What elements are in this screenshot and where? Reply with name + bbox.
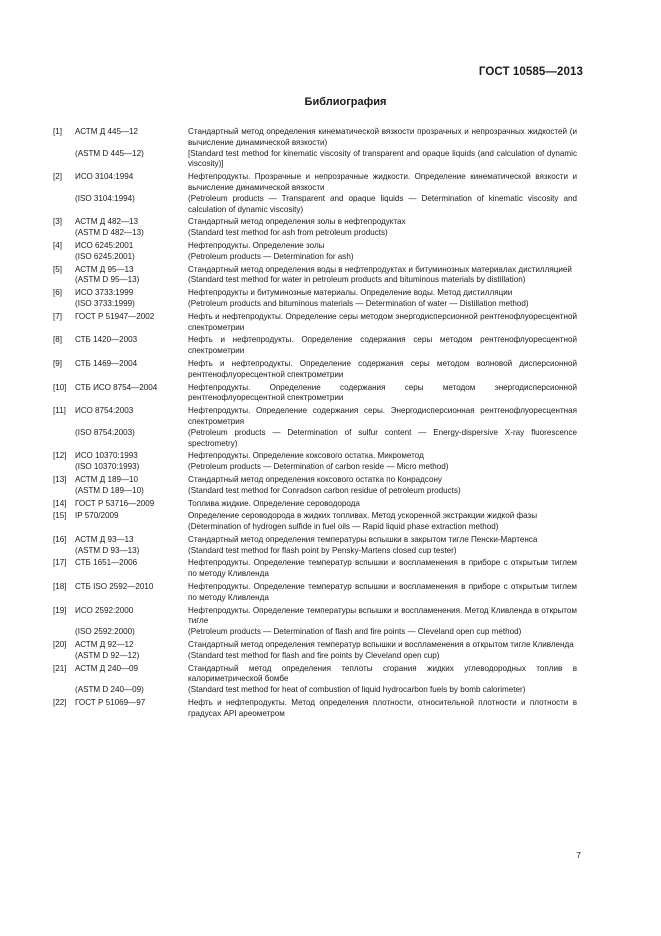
reference-title: (Standard test method for Conradson carbon residue of petroleum products) (188, 485, 461, 495)
reference-item (53, 241, 577, 263)
reference-code: (ASTM D 93—13) (75, 545, 140, 555)
reference-title: Стандартный метод определения коксового остатка по Конрадсону (188, 474, 442, 484)
page-title: Библиография (304, 96, 387, 108)
reference-title: (Petroleum products — Determination for ash) (188, 251, 354, 261)
reference-title: (Petroleum products and bituminous materials — Determination of water — Distillation method) (188, 298, 529, 308)
reference-title: Нефтепродукты и битуминозные материалы. Определение воды. Метод дистилляции (188, 288, 513, 298)
reference-code: ИСО 3104:1994 (75, 172, 134, 182)
reference-title: Определение сероводорода в жидких топливах. Метод ускоренной экстракции жидкой фазы (188, 511, 538, 521)
reference-item (53, 582, 577, 604)
reference-code: ИСО 2592:2000 (75, 605, 134, 615)
reference-code: (ISO 8754:2003) (75, 427, 135, 437)
reference-item (53, 265, 577, 287)
reference-number: [6] (53, 288, 62, 298)
reference-title: Нефть и нефтепродукты. Определение содержания серы методом рентгенофлуоресцентной спектрометрии (188, 335, 577, 356)
reference-code: СТБ ISO 2592—2010 (75, 582, 154, 592)
reference-item (53, 535, 577, 557)
reference-title: Нефтепродукты. Определение содержания серы. Энергодисперсионная рентгенофлуоресцентная спектрометрия (188, 406, 577, 426)
reference-code: ИСО 10370:1993 (75, 451, 138, 461)
reference-item (53, 499, 577, 510)
reference-title: Нефтепродукты. Определение золы (188, 240, 325, 250)
reference-item (53, 383, 577, 405)
reference-code: СТБ 1420—2003 (75, 335, 138, 345)
reference-item (53, 558, 577, 580)
reference-number: [1] (53, 127, 62, 136)
reference-code: АСТМ Д 92—12 (75, 640, 134, 650)
reference-title: (Petroleum products — Determination of flash and fire points — Cleveland open cup method) (188, 627, 522, 637)
reference-title: Стандартный метод определения температуры вспышки в закрытом тигле Пенски-Мартенса (188, 534, 538, 544)
reference-number: [14] (53, 498, 67, 508)
reference-title: (Standard test method for flash and fire points by Cleveland open cup) (188, 650, 440, 660)
reference-item (53, 606, 577, 638)
reference-code: (ASTM D 95—13) (75, 275, 140, 285)
reference-code: ИСО 6245:2001 (75, 240, 134, 250)
reference-title: Нефтепродукты. Определение температуры вспышки и воспламенения. Метод Кливленда в открытом тигле (188, 605, 577, 626)
reference-code: (ISO 3733:1999) (75, 298, 135, 308)
reference-title: Нефть и нефтепродукты. Метод определения плотности, относительной плотности и плотности в градусах API ареометром (188, 698, 577, 718)
reference-title: Топлива жидкие. Определение сероводорода (188, 498, 360, 508)
reference-number: [3] (53, 217, 62, 227)
reference-code: АСТМ Д 93—13 (75, 534, 134, 544)
reference-code: (ISO 10370:1993) (75, 462, 140, 472)
reference-item (53, 312, 577, 334)
reference-title: Нефтепродукты. Определение температур вспышки и воспламенения в приборе с открытым тиглем по методу Кливленда (188, 582, 577, 602)
reference-item (53, 640, 577, 662)
reference-title: (Determination of hydrogen sulfide in fuel oils — Rapid liquid phase extraction method) (188, 522, 499, 532)
reference-item (53, 511, 577, 533)
page-number: 7 (576, 850, 581, 860)
reference-code: ГОСТ Р 51069—97 (75, 698, 146, 708)
reference-code: СТБ ИСО 8754—2004 (75, 382, 158, 392)
reference-number: [13] (53, 474, 67, 484)
reference-item (53, 451, 577, 473)
reference-title: Нефтепродукты. Определение температур вспышки и воспламенения в приборе с открытым тиглем по методу Кливленда (188, 558, 577, 579)
reference-code: (ISO 6245:2001) (75, 251, 135, 261)
reference-title: Нефтепродукты. Определение коксового остатка. Микрометод (188, 451, 424, 461)
reference-number: [20] (53, 640, 67, 650)
reference-code: АСТМ Д 95—13 (75, 264, 134, 274)
reference-title: (Standard test method for heat of combustion of liquid hydrocarbon fuels by bomb calorimeter) (188, 685, 526, 695)
reference-item (53, 217, 577, 239)
reference-title: (Standard test method for flash point by Pensky-Martens closed cup tester) (188, 545, 457, 555)
reference-title: (Petroleum products — Transparent and opaque liquids — Determination of kinematic viscosity and calculation of dynamic viscosity) (188, 193, 577, 214)
reference-code: (ASTM D 445—12) (75, 148, 144, 158)
reference-item (53, 288, 577, 310)
reference-number: [12] (53, 451, 67, 461)
reference-number: [8] (53, 335, 62, 345)
reference-number: [21] (53, 663, 67, 673)
reference-title: Стандартный метод определения воды в нефтепродуктах и битуминозных материалах дистилляцией (188, 264, 572, 274)
reference-code: ИСО 8754:2003 (75, 406, 134, 416)
reference-title: Стандартный метод определения теплоты сгорания жидких углеводородных топлив в калориметрической бомбе (188, 663, 577, 684)
reference-item (53, 664, 577, 696)
reference-title: Нефтепродукты. Прозрачные и непрозрачные жидкости. Определение кинематической вязкости и вычисление динамической вязкости (188, 172, 577, 192)
reference-item (53, 475, 577, 497)
reference-number: [10] (53, 382, 67, 392)
reference-item (53, 172, 577, 215)
reference-code: ИСО 3733:1999 (75, 288, 134, 298)
reference-title: (Standard test method for water in petroleum products and bituminous materials by distillation) (188, 275, 526, 285)
reference-number: [17] (53, 558, 67, 568)
reference-item (53, 359, 577, 381)
reference-code (75, 522, 188, 533)
reference-number: [7] (53, 311, 62, 321)
reference-item (53, 335, 577, 357)
reference-item (53, 698, 577, 720)
reference-number: [2] (53, 172, 62, 182)
reference-number: [4] (53, 240, 62, 250)
reference-number: [5] (53, 264, 62, 274)
reference-number: [15] (53, 511, 67, 521)
reference-code: (ISO 3104:1994) (75, 193, 135, 203)
standard-code: ГОСТ 10585—2013 (478, 66, 583, 78)
reference-title: Нефть и нефтепродукты. Определение содержания серы методом волновой дисперсионной рентгенофлуоресцентной спектрометрии (188, 358, 577, 379)
reference-number: [16] (53, 534, 67, 544)
reference-code: (ISO 2592:2000) (75, 627, 135, 637)
reference-title: Нефтепродукты. Определение содержания серы методом энергодисперсионной рентгенофлуоресцентной спектрометрии (188, 382, 577, 403)
reference-code: ГОСТ Р 53716—2009 (75, 498, 155, 508)
reference-title: Стандартный метод определения кинематической вязкости прозрачных и непрозрачных жидкостей (и вычисление динамической вязкости) (188, 127, 577, 147)
reference-title: Стандартный метод определения золы в нефтепродуктах (188, 217, 406, 227)
reference-code: (ASTM D 189—10) (75, 485, 144, 495)
reference-code: (ASTM D 92—12) (75, 650, 140, 660)
reference-title: (Petroleum products — Determination of sulfur content — Energy-dispersive X-ray fluorescence spectrometry) (188, 427, 577, 448)
reference-code: АСТМ Д 240—09 (75, 663, 139, 673)
reference-list (53, 127, 577, 720)
reference-code: АСТМ Д 445—12 (75, 127, 139, 136)
reference-code: (ASTM D 482—13) (75, 228, 144, 238)
reference-code: АСТМ Д 482—13 (75, 217, 139, 227)
reference-code: СТБ 1651—2006 (75, 558, 138, 568)
reference-code: (ASTM D 240—09) (75, 685, 144, 695)
reference-title: Нефть и нефтепродукты. Определение серы методом энергодисперсионной рентгенофлуоресцентной спектрометрии (188, 311, 577, 332)
reference-title: (Standard test method for ash from petroleum products) (188, 228, 388, 238)
reference-code: IP 570/2009 (75, 511, 119, 521)
reference-item (53, 406, 577, 449)
reference-title: (Petroleum products — Determination of carbon reside — Micro method) (188, 462, 449, 472)
reference-title: Стандартный метод определения температур вспышки и воспламенения в открытом тигле Кливленда (188, 640, 574, 650)
reference-code: ГОСТ Р 51947—2002 (75, 311, 155, 321)
reference-number: [18] (53, 582, 67, 592)
reference-number: [22] (53, 698, 67, 708)
reference-code: АСТМ Д 189—10 (75, 474, 139, 484)
reference-number: [19] (53, 605, 67, 615)
reference-code: СТБ 1469—2004 (75, 358, 138, 368)
reference-number: [11] (53, 406, 66, 416)
reference-title: [Standard test method for kinematic viscosity of transparent and opaque liquids (and calculation of dynamic viscosity)] (188, 148, 577, 169)
reference-number: [9] (53, 358, 62, 368)
reference-item (53, 127, 577, 170)
